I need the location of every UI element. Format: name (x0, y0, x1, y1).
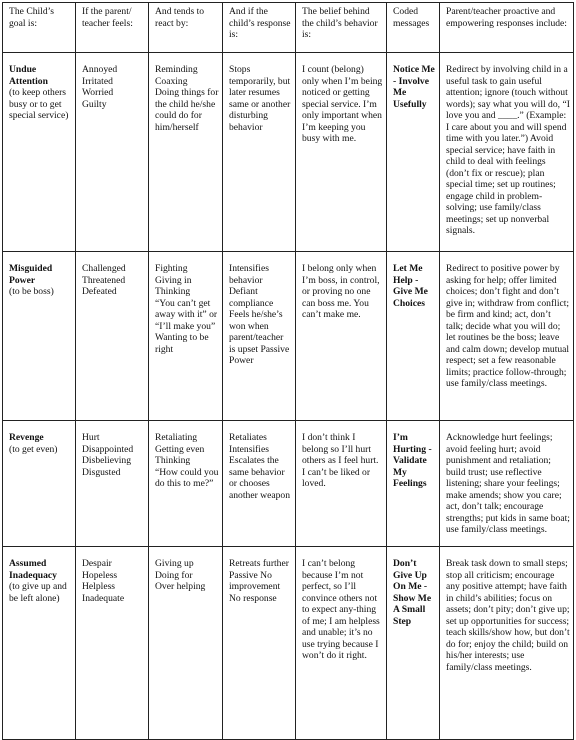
header-goal: The Child’s goal is: (3, 3, 76, 53)
reaction: Giving up (155, 558, 194, 569)
coded-cell (387, 421, 440, 547)
feeling: Disappointed (82, 443, 134, 455)
coded-cell (387, 53, 440, 252)
response-text: Intensifies behavior Defiant compliance Feels he/she’s won when parent/teacher is upset Passive Power (229, 263, 290, 366)
goal-subtitle: (to get even) (9, 443, 58, 455)
feeling: Inadequate (82, 592, 125, 604)
reaction: Retaliating (155, 432, 198, 443)
goal-cell (3, 53, 76, 252)
feeling: Hurt (82, 432, 100, 443)
coded-cell (387, 252, 440, 421)
goal-subtitle: (to keep others busy or to get special service) (9, 87, 69, 121)
feeling: Defeated (82, 286, 117, 297)
belief-text: I belong only when I’m boss, in control, or proving no one can boss me. You can’t make me. (302, 263, 380, 320)
header-feels: If the parent/ teacher feels: (76, 3, 149, 53)
table-row (3, 421, 574, 547)
belief-cell (296, 547, 387, 740)
feels-cell (76, 547, 149, 740)
feeling: Disbelieving (82, 455, 132, 466)
goal-cell (3, 252, 76, 421)
proactive-text: Redirect to positive power by asking for help; offer limited choices; don’t fight and don’t give in; withdraw from conflict; be firm and kind; act, don’t talk; decide what you will do; let routines be the boss; leave and calm down; develop mutual respect; set a few reasonable limits; practice follow-through; use family/class meetings. (446, 263, 570, 389)
proactive-cell (440, 421, 574, 547)
reaction: “You can’t get away with it” or “I’ll make you” (155, 297, 218, 332)
coded-message: I’m Hurting - Validate My Feelings (393, 432, 432, 489)
belief-cell (296, 421, 387, 547)
header-row (3, 3, 574, 53)
response-cell (223, 53, 296, 252)
proactive-text: Break task down to small steps; stop all criticism; encourage any positive attempt; have faith in child’s abilities; focus on assets; don’t pity; don’t give up; set up opportunities for success; teach skills/show how, but don’t do for; enjoy the child; build on his/her interests; use family/class meetings. (446, 558, 570, 673)
response-cell (223, 547, 296, 740)
reacts-cell (149, 421, 223, 547)
header-belief: The belief behind the child’s behavior is: (296, 3, 387, 53)
reaction: Thinking (155, 286, 191, 297)
feeling: Threatened (82, 274, 126, 286)
reaction: Getting even (155, 443, 205, 455)
feeling: Helpless (82, 581, 116, 592)
proactive-cell (440, 252, 574, 421)
goal-title: Revenge (9, 432, 44, 443)
header-response: And if the child’s response is: (223, 3, 296, 53)
coded-message: Let Me Help - Give Me Choices (393, 263, 428, 309)
belief-text: I count (belong) only when I’m being noticed or getting special service. I’m only important when I’m keeping you busy with me. (302, 64, 383, 144)
reaction: “How could you do this to me?” (155, 466, 219, 489)
belief-text: I can’t belong because I’m not perfect, so I’ll convince others not to expect any-thing of me; I am helpless and unable; it’s no use trying because I won’t do it right. (302, 558, 380, 661)
response-cell (223, 252, 296, 421)
coded-cell (387, 547, 440, 740)
reaction: Wanting to be right (155, 332, 209, 355)
feels-cell (76, 252, 149, 421)
table-row (3, 547, 574, 740)
header-reacts: And tends to react by: (149, 3, 223, 53)
feeling: Guilty (82, 98, 107, 110)
goal-subtitle: (to give up and be left alone) (9, 581, 67, 604)
goal-title: Assumed Inadequacy (9, 558, 57, 581)
response-text: Retreats further Passive No improvement No response (229, 558, 289, 604)
reacts-cell (149, 252, 223, 421)
feels-cell (76, 421, 149, 547)
goal-subtitle: (to be boss) (9, 286, 54, 297)
reaction: Reminding (155, 64, 198, 75)
feeling: Hopeless (82, 569, 118, 581)
response-cell (223, 421, 296, 547)
reaction: Thinking (155, 455, 191, 466)
reaction: Over helping (155, 581, 206, 592)
header-coded: Coded messages (387, 3, 440, 53)
proactive-cell (440, 547, 574, 740)
feeling: Disgusted (82, 466, 121, 478)
response-text: Stops temporarily, but later resumes same or another disturbing behavior (229, 64, 291, 133)
feeling: Annoyed (82, 64, 118, 75)
belief-text: I don’t think I belong so I’ll hurt others as I feel hurt. I can’t be liked or loved. (302, 432, 379, 489)
reaction: Coaxing (155, 75, 188, 87)
feels-cell (76, 53, 149, 252)
goal-cell (3, 421, 76, 547)
goal-title: Undue Attention (9, 64, 48, 87)
proactive-text: Redirect by involving child in a useful task to gain useful attention; ignore (touch without words); say what you will do, “I love you and ____.” (Example: I care about you and will spend time with you later.”) Avoid special service; have faith in child to deal with feelings (don’t fix or rescue); plan special time; set up routines; engage child in problem-solving; use family/class meetings; set up nonverbal signals. (446, 64, 570, 236)
proactive-text: Acknowledge hurt feelings; avoid feeling hurt; avoid punishment and retaliation; build trust; use reflective listening; share your feelings; make amends; show you care; act, don’t talk; encourage strengths; put kids in same boat; use family/class meetings. (446, 432, 570, 535)
table-row (3, 53, 574, 252)
coded-message: Don’t Give Up On Me - Show Me A Small Step (393, 558, 432, 627)
feeling: Despair (82, 558, 112, 569)
reaction: Giving in (155, 274, 192, 286)
feeling: Challenged (82, 263, 126, 274)
table-row (3, 252, 574, 421)
goal-cell (3, 547, 76, 740)
feeling: Worried (82, 87, 114, 98)
reacts-cell (149, 53, 223, 252)
reacts-cell (149, 547, 223, 740)
reaction: Doing for (155, 569, 193, 581)
belief-cell (296, 53, 387, 252)
reaction: Fighting (155, 263, 188, 274)
feeling: Irritated (82, 75, 113, 87)
header-proactive: Parent/teacher proactive and empowering responses include: (440, 3, 574, 53)
coded-message: Notice Me - Involve Me Usefully (393, 64, 435, 110)
response-text: Retaliates Intensifies Escalates the same behavior or chooses another weapon (229, 432, 291, 501)
proactive-cell (440, 53, 574, 252)
reaction: Doing things for the child he/she could do for him/herself (155, 87, 219, 133)
belief-cell (296, 252, 387, 421)
goal-title: Misguided Power (9, 263, 53, 286)
mistaken-goals-chart (2, 2, 574, 740)
